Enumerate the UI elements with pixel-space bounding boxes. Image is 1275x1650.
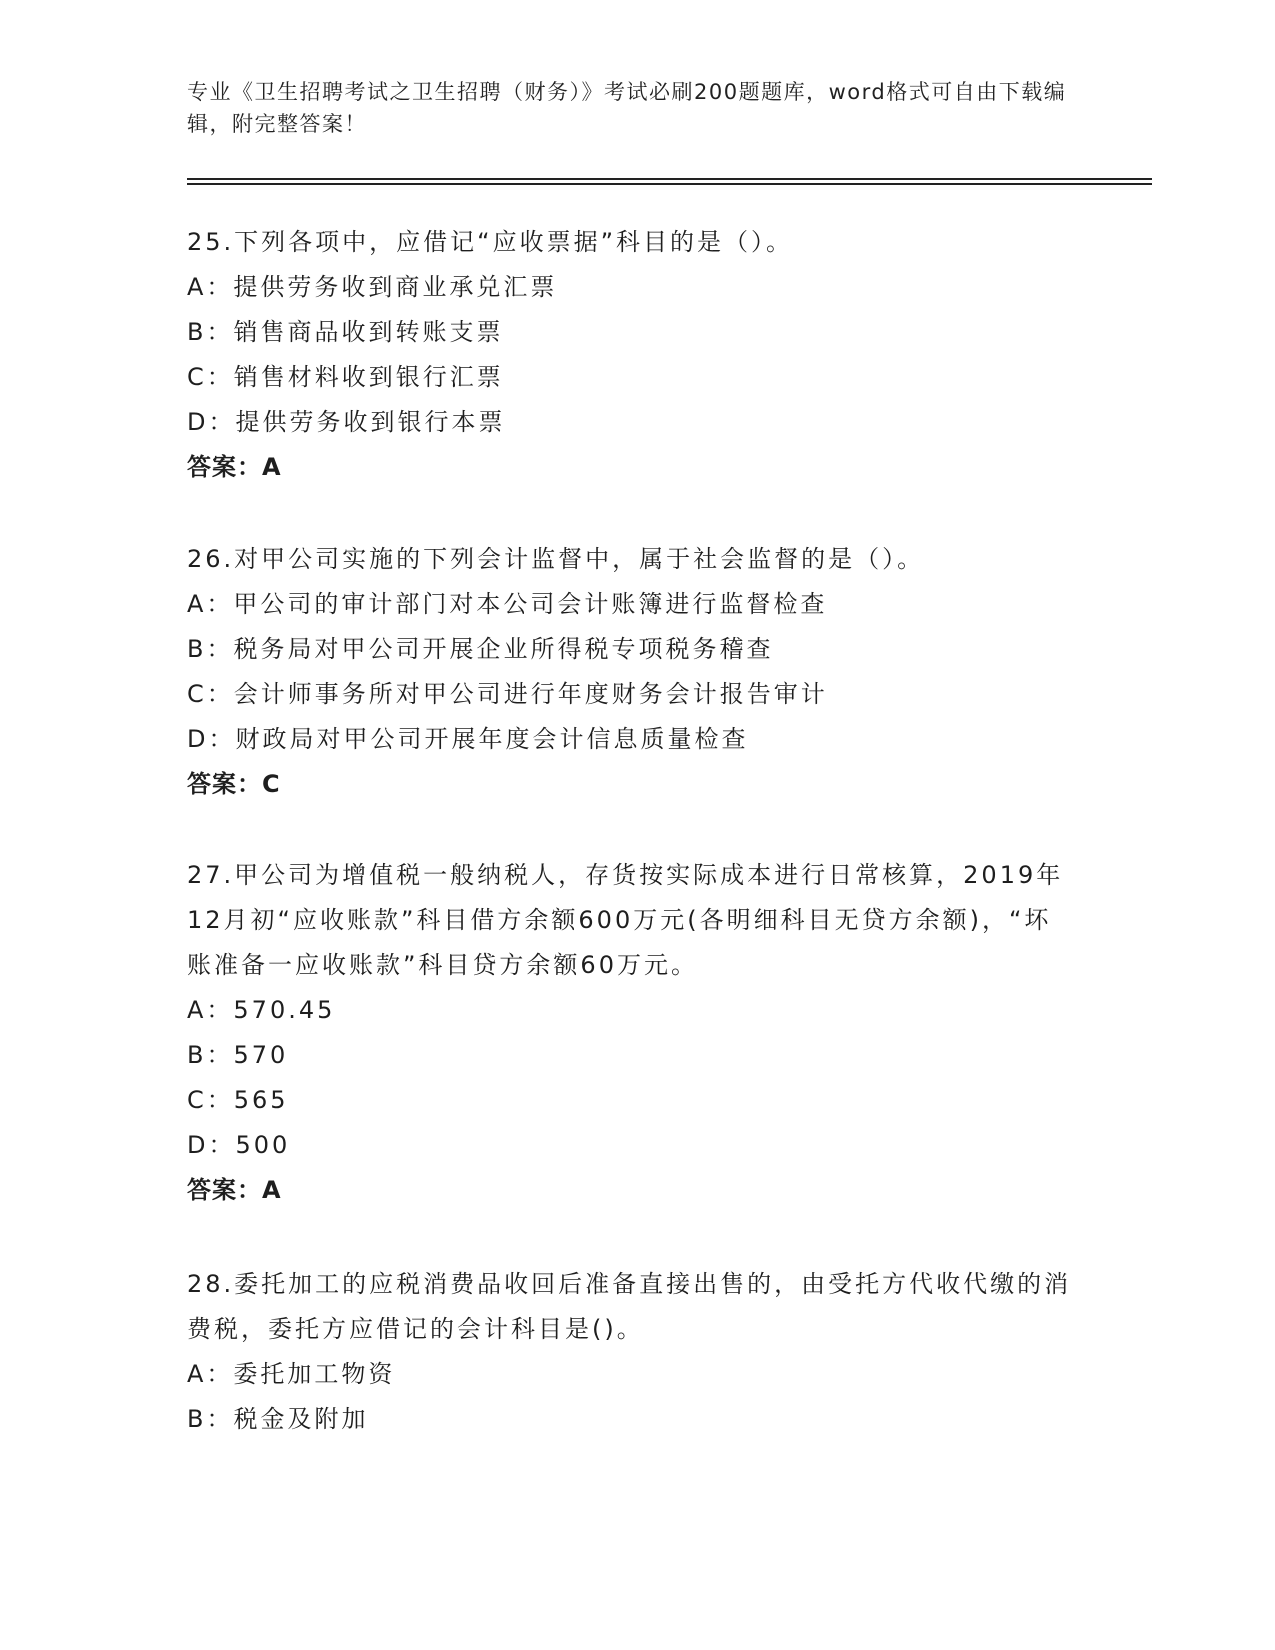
header-divider-top [187, 178, 1152, 180]
option-d: D：提供劳务收到银行本票 [187, 408, 506, 436]
answer: 答案：A [187, 1176, 282, 1204]
answer: 答案：A [187, 453, 282, 481]
option-d: D：500 [187, 1131, 291, 1159]
question-stem: 26.对甲公司实施的下列会计监督中，属于社会监督的是（）。 [187, 545, 925, 573]
option-b: B：税务局对甲公司开展企业所得税专项税务稽查 [187, 635, 774, 663]
option-c: C：销售材料收到银行汇票 [187, 363, 504, 391]
option-d: D：财政局对甲公司开展年度会计信息质量检查 [187, 725, 749, 753]
option-a: A：570.45 [187, 996, 336, 1024]
document-intro: 专业《卫生招聘考试之卫生招聘（财务）》考试必刷200题题库，word格式可自由下载编辑，附完整答案！ [187, 80, 1067, 136]
question-stem: 28.委托加工的应税消费品收回后准备直接出售的，由受托方代收代缴的消费税，委托方应借记的会计科目是()。 [187, 1270, 1072, 1343]
option-b: B：销售商品收到转账支票 [187, 318, 504, 346]
option-b: B：税金及附加 [187, 1405, 369, 1433]
answer: 答案：C [187, 770, 281, 798]
option-a: A：提供劳务收到商业承兑汇票 [187, 273, 558, 301]
option-b: B：570 [187, 1041, 289, 1069]
question-stem: 25.下列各项中，应借记“应收票据”科目的是（）。 [187, 228, 794, 256]
question-27 [187, 853, 1077, 1213]
option-c: C：565 [187, 1086, 289, 1114]
option-a: A：委托加工物资 [187, 1360, 396, 1388]
option-a: A：甲公司的审计部门对本公司会计账簿进行监督检查 [187, 590, 828, 618]
question-26 [187, 537, 1077, 807]
header-divider-bottom [187, 183, 1152, 185]
question-28 [187, 1262, 1077, 1442]
option-c: C：会计师事务所对甲公司进行年度财务会计报告审计 [187, 680, 828, 708]
question-stem: 27.甲公司为增值税一般纳税人，存货按实际成本进行日常核算，2019年12月初“应收账款”科目借方余额600万元(各明细科目无贷方余额)，“坏账准备一应收账款”科目贷方余额60万元。 [187, 861, 1064, 979]
question-25 [187, 220, 1077, 490]
